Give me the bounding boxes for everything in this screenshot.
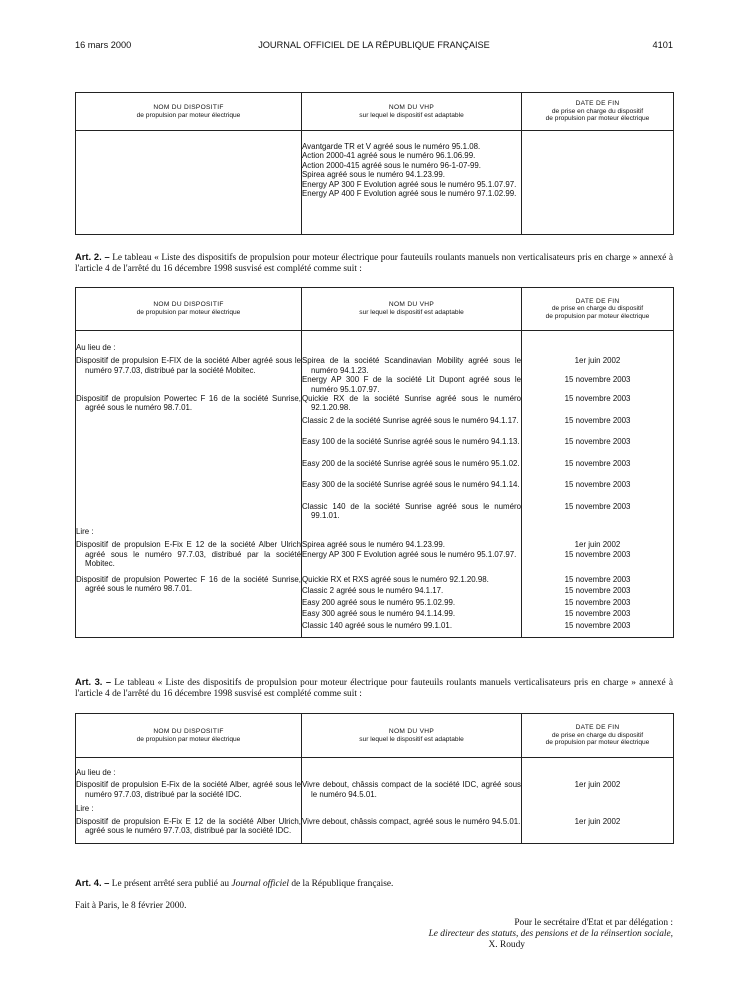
- article-4: Art. 4. – Le présent arrêté sera publié au Journal officiel de la République française.: [75, 877, 394, 889]
- list-item: Quickie RX et RXS agréé sous le numéro 92.1.20.98.: [302, 574, 489, 584]
- date-cell: 15 novembre 2003: [564, 375, 631, 385]
- col-header-vhp: NOM DU VHP sur lequel le dispositif est adaptable: [302, 93, 522, 131]
- list-item: Spirea agréé sous le numéro 94.1.23.99.: [302, 540, 446, 550]
- list-item: Energy AP 400 F Evolution agréé sous le numéro 97.1.02.99.: [302, 189, 517, 199]
- signature-name: X. Roudy: [488, 940, 525, 950]
- col-header-vhp: NOM DU VHP sur lequel le dispositif est adaptable: [302, 714, 522, 758]
- article-2: Art. 2. – Le tableau « Liste des dispositifs de propulsion pour moteur électrique pour fauteuils roulants manuels non verticalisateurs pris en charge » annexé à l'article 4 de l'arrêté du 16 décembre 1998 susvisé est complété comme suit :: [75, 251, 674, 274]
- date-cell: 1er juin 2002: [522, 817, 674, 844]
- list-item: Classic 2 de la société Sunrise agréé sous le numéro 94.1.17.: [302, 415, 519, 425]
- list-item: Quickie RX de la société Sunrise agréé sous le numéro 92.1.20.98.: [302, 394, 521, 413]
- col-header-vhp: NOM DU VHP sur lequel le dispositif est adaptable: [302, 288, 522, 331]
- date-cell: 15 novembre 2003: [564, 620, 631, 630]
- list-item: Spirea agréé sous le numéro 94.1.23.99.: [302, 170, 446, 180]
- article-3: Art. 3. – Le tableau « Liste des dispositifs de propulsion pour moteur électrique pour fauteuils roulants manuels verticalisateurs pris en charge » annexé à l'article 4 de l'arrêté du 16 décembre 1998 susvisé est complété comme suit :: [75, 676, 673, 699]
- date-cell: 1er juin 2002: [522, 780, 674, 804]
- col-header-device: NOM DU DISPOSITIF de propulsion par moteur électrique: [76, 288, 302, 331]
- date-cell: 15 novembre 2003: [564, 586, 631, 596]
- col-header-device: NOM DU DISPOSITIF de propulsion par moteur électrique: [76, 93, 302, 131]
- table-1: [75, 92, 674, 235]
- list-item: Classic 140 de la société Sunrise agréé sous le numéro 99.1.01.: [302, 501, 521, 520]
- signature-line-1: Pour le secrétaire d'Etat et par délégation :: [514, 918, 673, 928]
- list-item: Energy AP 300 F Evolution agréé sous le numéro 95.1.07.97.: [302, 549, 517, 559]
- date-cell: 15 novembre 2003: [564, 394, 631, 404]
- label-lire: Lire :: [76, 804, 302, 816]
- table-1-vhp-list: [302, 131, 522, 235]
- device-cell: Dispositif de propulsion E-Fix E 12 de la société Alber Ulrich, agréé sous le numéro 97.7.03, distribué par la société IDC.: [76, 816, 301, 836]
- list-item: Classic 2 agréé sous le numéro 94.1.17.: [302, 586, 444, 596]
- list-item: Easy 300 agréé sous le numéro 94.1.14.99.: [302, 609, 456, 619]
- page-header: [75, 40, 673, 54]
- list-item: Energy AP 300 F de la société Lit Dupont agréé sous le numéro 95.1.07.97.: [302, 375, 521, 394]
- list-item: Vivre debout, châssis compact, agréé sous le numéro 94.5.01.: [302, 816, 521, 826]
- label-lire: Lire :: [76, 523, 302, 540]
- list-item: Spirea de la société Scandinavian Mobility agréé sous le numéro 94.1.23.: [302, 356, 521, 375]
- list-item: Action 2000-41 agréé sous le numéro 96.1.06.99.: [302, 151, 476, 161]
- date-cell: 15 novembre 2003: [564, 549, 631, 559]
- signature-line-2: Le directeur des statuts, des pensions et de la réinsertion sociale,: [428, 929, 673, 939]
- device-cell: Dispositif de propulsion E-Fix E 12 de la société Alber Ulrich agréé sous le numéro 97.7.03, distribué par la société Mobitec.: [76, 540, 301, 569]
- col-header-date: DATE DE FIN de prise en charge du dispositif de propulsion par moteur électrique: [522, 93, 674, 131]
- device-cell: Dispositif de propulsion E-Fix de la société Alber, agréé sous le numéro 97.7.03, distribué par la société IDC.: [76, 780, 301, 799]
- list-item: Vivre debout, châssis compact de la société IDC, agréé sous le numéro 94.5.01.: [302, 780, 521, 799]
- date-cell: 1er juin 2002: [574, 356, 621, 366]
- list-item: Easy 300 de la société Sunrise agréé sous le numéro 94.1.14.: [302, 480, 520, 490]
- header-date: 16 mars 2000: [75, 40, 132, 50]
- date-cell: 15 novembre 2003: [564, 415, 631, 425]
- date-cell: 15 novembre 2003: [564, 437, 631, 447]
- table-2: [75, 287, 674, 638]
- list-item: Classic 140 agréé sous le numéro 99.1.01.: [302, 620, 453, 630]
- device-cell: Dispositif de propulsion Powertec F 16 de la société Sunrise, agréé sous le numéro 98.7.01.: [76, 394, 301, 413]
- table-3: [75, 713, 674, 844]
- date-cell: 1er juin 2002: [574, 540, 621, 550]
- label-au-lieu-de: Au lieu de :: [76, 758, 302, 781]
- header-page-number: 4101: [652, 40, 673, 50]
- date-cell: 15 novembre 2003: [564, 574, 631, 584]
- date-cell: 15 novembre 2003: [564, 458, 631, 468]
- signature-block: [75, 918, 673, 951]
- device-cell: Dispositif de propulsion E-FIX de la société Alber agréé sous le numéro 97.7.03, distribué par la société Mobitec.: [76, 356, 301, 375]
- list-item: Action 2000-415 agréé sous le numéro 96-1-07-99.: [302, 160, 481, 170]
- list-item: Energy AP 300 F Evolution agréé sous le numéro 95.1.07.97.: [302, 179, 517, 189]
- col-header-device: NOM DU DISPOSITIF de propulsion par moteur électrique: [76, 714, 302, 758]
- list-item: Avantgarde TR et V agréé sous le numéro 95.1.08.: [302, 142, 481, 151]
- header-journal-title: JOURNAL OFFICIEL DE LA RÉPUBLIQUE FRANÇAISE: [258, 40, 490, 50]
- date-cell: 15 novembre 2003: [564, 609, 631, 619]
- list-item: Easy 100 de la société Sunrise agréé sous le numéro 94.1.13.: [302, 437, 520, 447]
- date-cell: 15 novembre 2003: [564, 501, 631, 511]
- device-cell: Dispositif de propulsion Powertec F 16 de la société Sunrise, agréé sous le numéro 98.7.01.: [76, 574, 301, 594]
- date-cell: 15 novembre 2003: [564, 480, 631, 490]
- list-item: Easy 200 agréé sous le numéro 95.1.02.99.: [302, 597, 456, 607]
- col-header-date: DATE DE FIN de prise en charge du dispositif de propulsion par moteur électrique: [522, 288, 674, 331]
- list-item: Easy 200 de la société Sunrise agréé sous le numéro 95.1.02.: [302, 458, 520, 468]
- fait-a-paris: Fait à Paris, le 8 février 2000.: [75, 901, 187, 911]
- date-cell: 15 novembre 2003: [564, 597, 631, 607]
- col-header-date: DATE DE FIN de prise en charge du dispositif de propulsion par moteur électrique: [522, 714, 674, 758]
- label-au-lieu-de: Au lieu de :: [76, 331, 302, 357]
